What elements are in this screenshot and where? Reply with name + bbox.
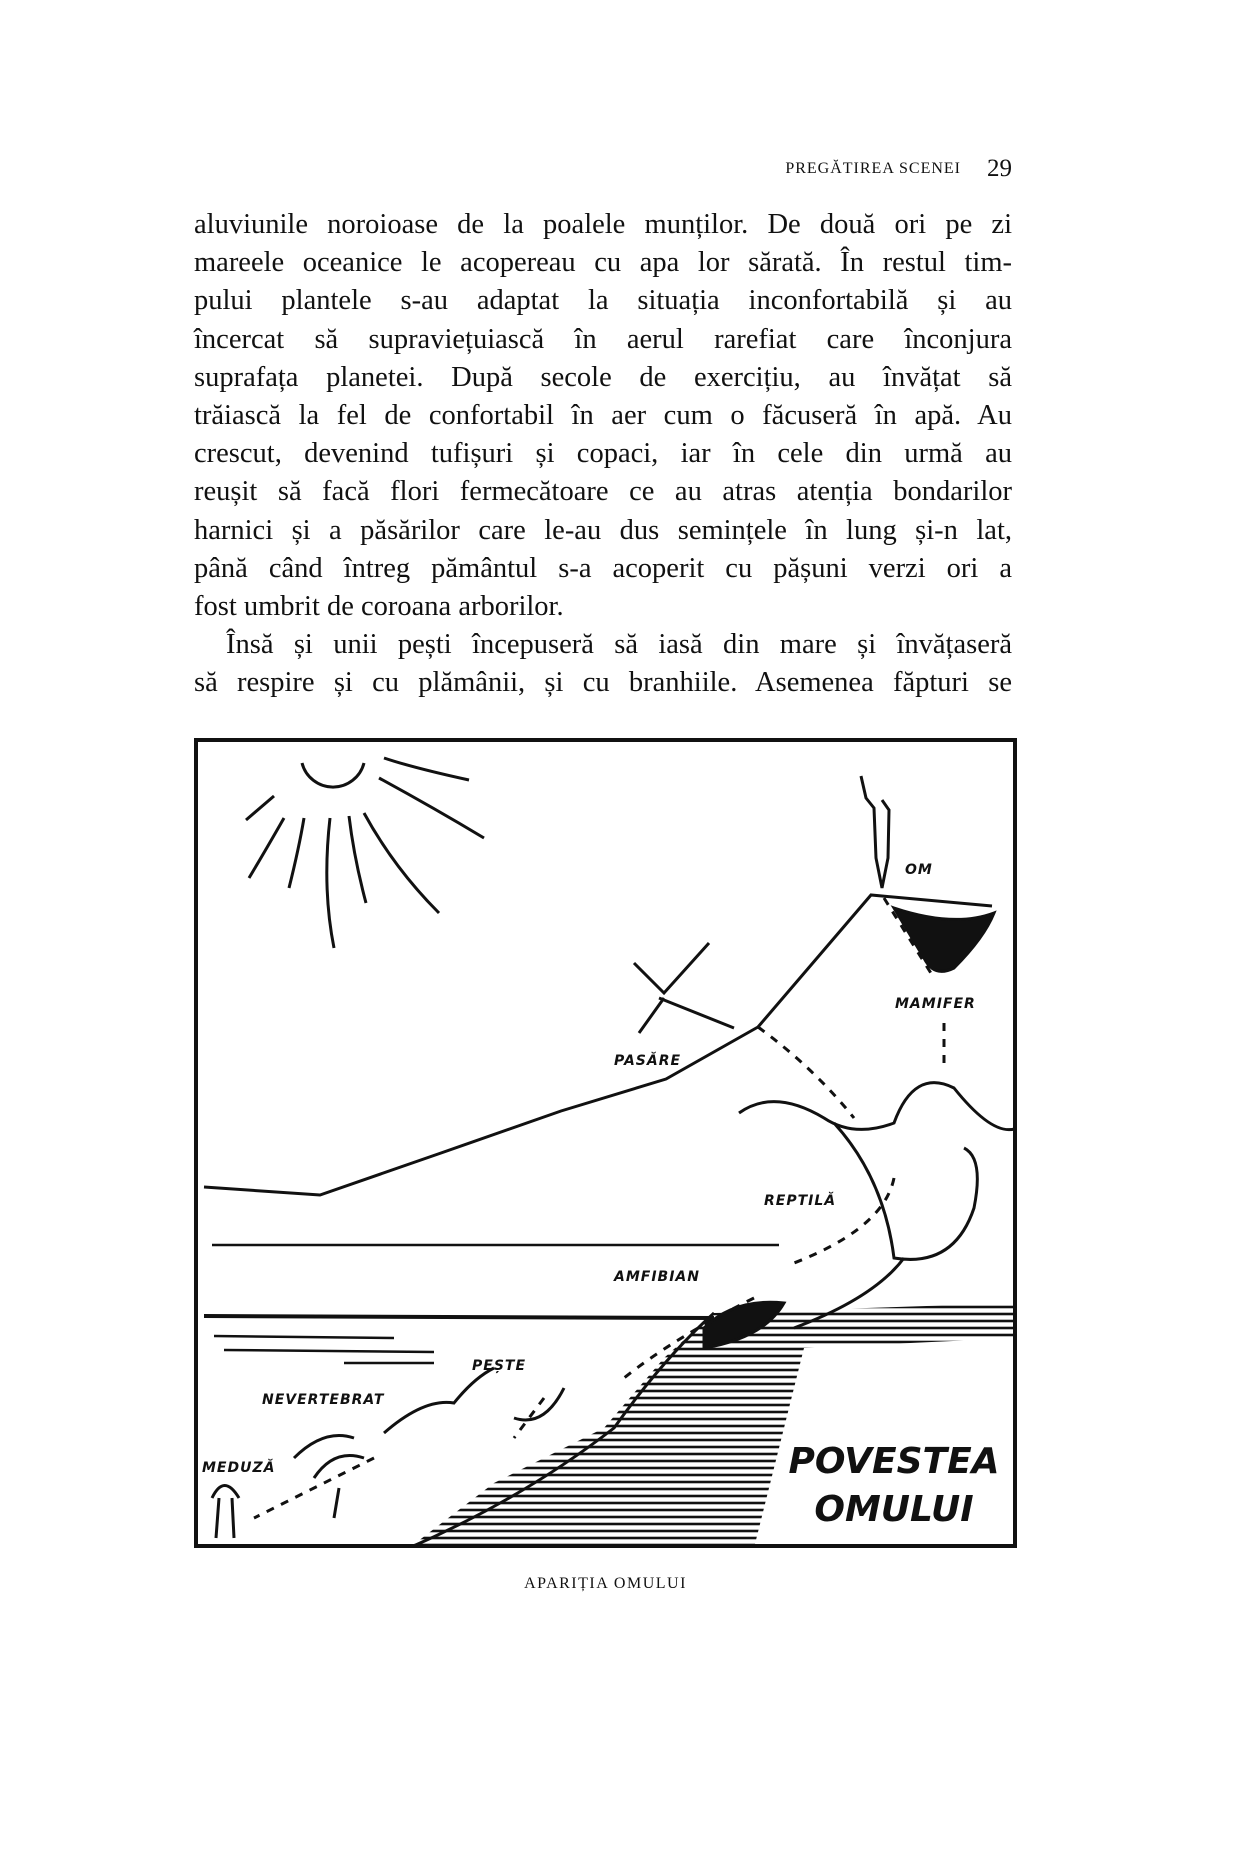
text-line: crescut, devenind tufișuri și copaci, iar în cele din urmă au [194,438,1012,470]
running-header [194,155,1012,183]
text-line: pului plantele s-au adaptat la situația inconfortabilă și au [194,285,1012,317]
text-line: mareele oceanice le acopereau cu apa lor sărată. În restul tim- [194,247,1012,279]
text-line: aluviunile noroioase de la poalele munților. De două ori pe zi [194,209,1012,240]
text-line: trăiască la fel de confortabil în aer cum o făcuseră în apă. Au [194,399,1012,431]
title-line-2: OMULUI [814,1489,974,1530]
illustration-drawing [194,738,1017,1548]
text-line: încercat să supraviețuiască în aerul rarefiat care înconjura [194,323,1012,355]
page-number: 29 [987,155,1012,182]
body-text [194,206,1012,702]
figure-caption: APARIȚIA OMULUI [524,1575,687,1592]
label-amfibian: AMFIBIAN [614,1269,700,1285]
text-line: să respire și cu plămânii, și cu branhiile. Asemenea făpturi se [194,667,1012,699]
text-line: până când întreg pământul s-a acoperit cu pășuni verzi ori a [194,552,1012,584]
text-line: suprafața planetei. După secole de exercițiu, au învățat să [194,361,1012,393]
text-line: harnici și a păsărilor care le-au dus semințele în lung și-n lat, [194,514,1012,546]
label-peste: PEȘTE [472,1358,527,1374]
illustration-title [784,1438,1004,1534]
label-nevertebrat: NEVERTEBRAT [262,1392,385,1408]
label-meduza: MEDUZĂ [202,1460,276,1476]
text-line: fost umbrit de coroana arborilor. [194,590,564,622]
evolution-illustration [194,738,1017,1548]
label-reptila: REPTILĂ [764,1193,837,1209]
label-om: OM [905,862,933,878]
label-pasare: PASĂRE [614,1053,682,1069]
running-title: PREGĂTIREA SCENEI [785,160,961,177]
title-line-1: POVESTEA [788,1441,1000,1482]
text-line: reușit să facă flori fermecătoare ce au atras atenția bondarilor [194,476,1012,508]
text-line: Însă și unii pești începuseră să iasă din mare și învățaseră [226,629,1012,661]
figure-frame [196,740,1015,1546]
label-mamifer: MAMIFER [895,996,976,1012]
